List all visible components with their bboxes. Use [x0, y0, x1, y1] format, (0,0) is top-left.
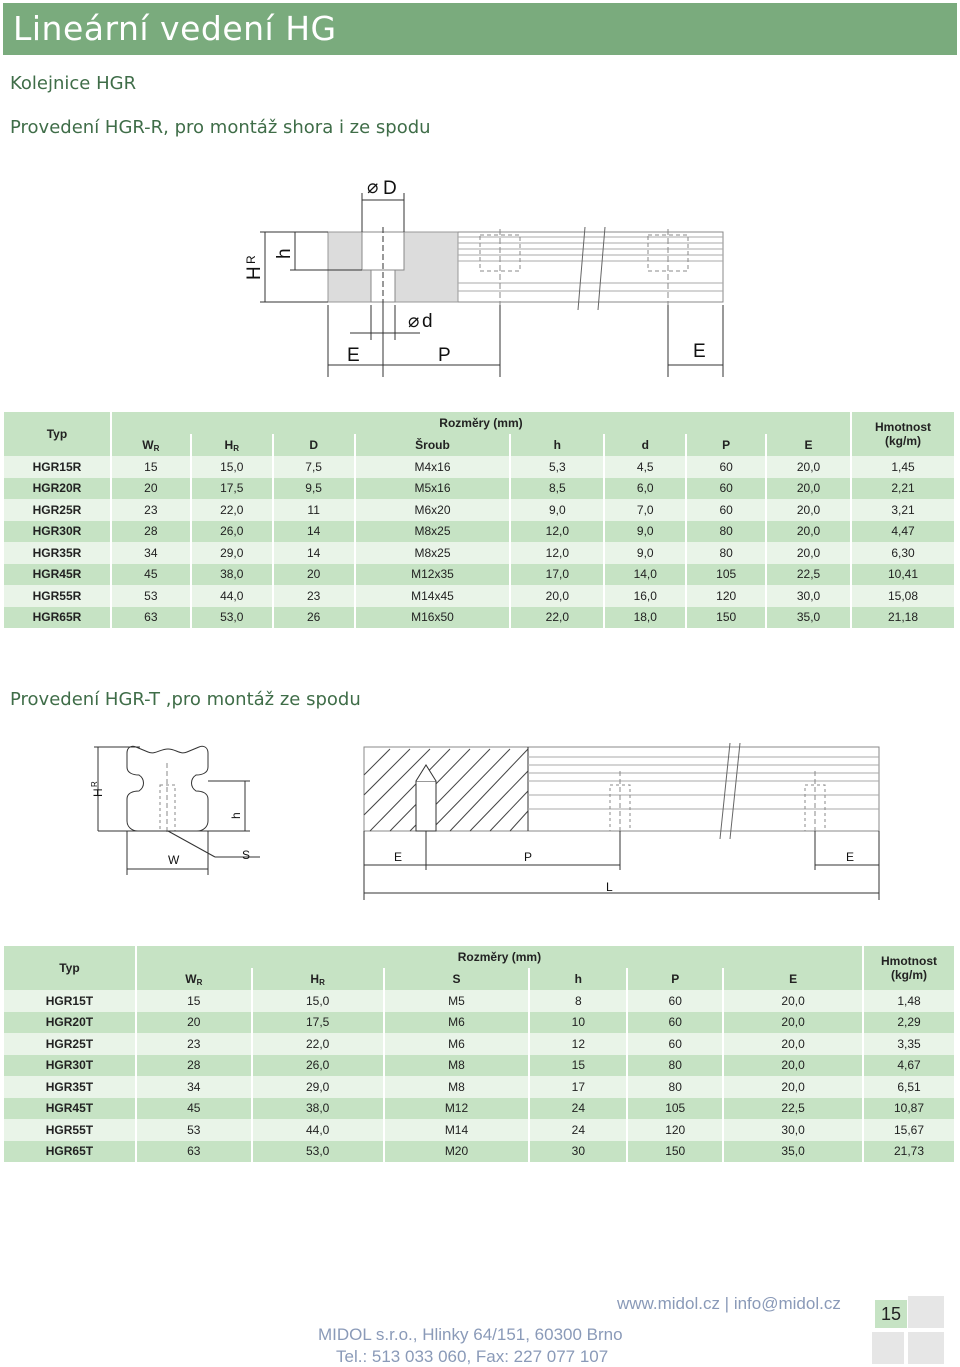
- t-cell: 80: [627, 1076, 723, 1098]
- r-cell: 6,0: [604, 478, 686, 500]
- r-cell-typ: HGR65R: [4, 607, 111, 629]
- t-cell: 45: [136, 1098, 252, 1120]
- r-cell: 12,0: [510, 542, 604, 564]
- r-cell: 14,0: [604, 564, 686, 586]
- r-table-row: [4, 542, 955, 564]
- t-cell: 53: [136, 1119, 252, 1141]
- r-cell: 18,0: [604, 607, 686, 629]
- r-table-row: [4, 521, 955, 543]
- t-cell: 60: [627, 1012, 723, 1034]
- hgr-r-table: [4, 412, 956, 628]
- t-cell: 20: [136, 1012, 252, 1034]
- t-cell: M8: [384, 1076, 530, 1098]
- r-cell: 4,47: [851, 521, 955, 543]
- t-dim-P-label: P: [524, 850, 533, 864]
- t-cell: 28: [136, 1055, 252, 1077]
- t-cell-typ: HGR15T: [4, 990, 136, 1012]
- t-cell: 10: [529, 1012, 627, 1034]
- r-col-header: $W_R$: [111, 434, 191, 456]
- r-cell: M8x25: [355, 521, 511, 543]
- r-cell: 12,0: [510, 521, 604, 543]
- t-cell: 80: [627, 1055, 723, 1077]
- r-cell: 26,0: [191, 521, 273, 543]
- t-cell: 29,0: [252, 1076, 384, 1098]
- r-cell: 38,0: [191, 564, 273, 586]
- r-col-header: P: [686, 434, 766, 456]
- t-cell: 26,0: [252, 1055, 384, 1077]
- t-cell: 30,0: [723, 1119, 863, 1141]
- t-cell: 10,87: [863, 1098, 955, 1120]
- r-cell: 14: [273, 521, 355, 543]
- r-cell: 20,0: [766, 478, 851, 500]
- r-cell-typ: HGR45R: [4, 564, 111, 586]
- r-cell: 22,0: [191, 499, 273, 521]
- t-cell: M14: [384, 1119, 530, 1141]
- t-cell-typ: HGR65T: [4, 1141, 136, 1163]
- r-cell: 6,30: [851, 542, 955, 564]
- r-cell: 9,0: [510, 499, 604, 521]
- r-cell: 26: [273, 607, 355, 629]
- r-cell: 28: [111, 521, 191, 543]
- r-col-header: Šroub: [355, 434, 511, 456]
- t-cell: M20: [384, 1141, 530, 1163]
- t-table-row: [4, 1098, 955, 1120]
- t-cell: 3,35: [863, 1033, 955, 1055]
- r-cell: M6x20: [355, 499, 511, 521]
- dim-P-label: P: [438, 345, 451, 366]
- r-cell: 60: [686, 499, 766, 521]
- t-cell-typ: HGR20T: [4, 1012, 136, 1034]
- dim-HR-sub: R: [244, 255, 258, 264]
- r-cell: 20: [111, 478, 191, 500]
- r-col-header: d: [604, 434, 686, 456]
- r-cell: 23: [273, 585, 355, 607]
- th-rozmery: Rozměry (mm): [111, 412, 851, 434]
- r-col-header: h: [510, 434, 604, 456]
- t-dim-HR-label: H: [91, 788, 105, 797]
- t-th-hmotnost: Hmotnost (kg/m): [863, 946, 955, 990]
- page-number: 15: [875, 1300, 907, 1328]
- r-cell-typ: HGR30R: [4, 521, 111, 543]
- hgr-t-table: [4, 946, 956, 1162]
- t-cell: 20,0: [723, 1012, 863, 1034]
- footer-phone-fax: Tel.: 513 033 060, Fax: 227 077 107: [336, 1347, 609, 1366]
- r-cell-typ: HGR55R: [4, 585, 111, 607]
- r-cell: 80: [686, 542, 766, 564]
- t-cell-typ: HGR35T: [4, 1076, 136, 1098]
- r-cell: 22,0: [510, 607, 604, 629]
- r-cell: 1,45: [851, 456, 955, 478]
- t-table-row: [4, 1055, 955, 1077]
- footer-address: MIDOL s.r.o., Hlinky 64/151, 60300 Brno: [318, 1325, 623, 1344]
- r-cell: 20: [273, 564, 355, 586]
- r-cell: 22,5: [766, 564, 851, 586]
- t-col-header: $H_R$: [252, 968, 384, 990]
- r-cell: 15: [111, 456, 191, 478]
- r-cell: 23: [111, 499, 191, 521]
- r-cell: 105: [686, 564, 766, 586]
- r-cell: 63: [111, 607, 191, 629]
- page-header-bar: [3, 3, 957, 55]
- t-dim-E-left-label: E: [394, 850, 403, 864]
- t-cell: 60: [627, 990, 723, 1012]
- r-cell: 80: [686, 521, 766, 543]
- r-cell: M16x50: [355, 607, 511, 629]
- r-table-row: [4, 607, 955, 629]
- t-cell: 15: [529, 1055, 627, 1077]
- footer-web-email[interactable]: www.midol.cz | info@midol.cz: [617, 1294, 841, 1313]
- dim-diameter-D-symbol: ⌀: [367, 177, 379, 198]
- t-cell: 2,29: [863, 1012, 955, 1034]
- r-table-row: [4, 456, 955, 478]
- r-cell: 20,0: [766, 499, 851, 521]
- r-cell: 7,0: [604, 499, 686, 521]
- t-cell: 63: [136, 1141, 252, 1163]
- t-cell: 21,73: [863, 1141, 955, 1163]
- r-cell: 15,0: [191, 456, 273, 478]
- r-cell-typ: HGR20R: [4, 478, 111, 500]
- t-cell: M8: [384, 1055, 530, 1077]
- r-cell: 9,5: [273, 478, 355, 500]
- t-cell: 1,48: [863, 990, 955, 1012]
- r-cell: M12x35: [355, 564, 511, 586]
- r-table-row: [4, 564, 955, 586]
- t-th-rozmery: Rozměry (mm): [136, 946, 863, 968]
- r-cell: 20,0: [766, 456, 851, 478]
- t-cell: 38,0: [252, 1098, 384, 1120]
- t-table-row: [4, 1119, 955, 1141]
- t-cell: M5: [384, 990, 530, 1012]
- dim-HR-label: H: [244, 266, 265, 280]
- t-cell: 60: [627, 1033, 723, 1055]
- t-table-row: [4, 1012, 955, 1034]
- t-th-typ: Typ: [4, 946, 136, 990]
- t-cell-typ: HGR25T: [4, 1033, 136, 1055]
- t-dim-h-label: h: [229, 812, 243, 819]
- t-cell: 23: [136, 1033, 252, 1055]
- t-table-row: [4, 1076, 955, 1098]
- t-col-header: h: [529, 968, 627, 990]
- r-cell: 30,0: [766, 585, 851, 607]
- dim-h-label: h: [274, 248, 295, 259]
- t-dim-L-label: L: [606, 880, 613, 894]
- r-table-row: [4, 478, 955, 500]
- t-cell: M6: [384, 1033, 530, 1055]
- r-cell: 8,5: [510, 478, 604, 500]
- r-cell: M14x45: [355, 585, 511, 607]
- r-cell: 53,0: [191, 607, 273, 629]
- r-variant-title: Provedení HGR-R, pro montáž shora i ze spodu: [10, 117, 431, 138]
- t-cell-typ: HGR55T: [4, 1119, 136, 1141]
- r-cell: 16,0: [604, 585, 686, 607]
- t-cell: 22,0: [252, 1033, 384, 1055]
- t-cell: 20,0: [723, 1033, 863, 1055]
- r-cell: 120: [686, 585, 766, 607]
- r-cell: 60: [686, 456, 766, 478]
- t-cell-typ: HGR30T: [4, 1055, 136, 1077]
- t-variant-title: Provedení HGR-T ,pro montáž ze spodu: [10, 689, 361, 710]
- t-table-row: [4, 1141, 955, 1163]
- r-cell: 17,5: [191, 478, 273, 500]
- r-cell: 14: [273, 542, 355, 564]
- t-col-header: S: [384, 968, 530, 990]
- dim-E-left-label: E: [347, 345, 360, 366]
- t-cell: M12: [384, 1098, 530, 1120]
- t-cell: 6,51: [863, 1076, 955, 1098]
- r-cell: 34: [111, 542, 191, 564]
- r-cell-typ: HGR25R: [4, 499, 111, 521]
- t-cell: 22,5: [723, 1098, 863, 1120]
- r-cell: 2,21: [851, 478, 955, 500]
- r-cell: 35,0: [766, 607, 851, 629]
- hgr-t-drawing: [80, 735, 900, 905]
- dim-diameter-d-symbol: ⌀: [408, 311, 420, 332]
- page-title: Lineární vedení HG: [13, 9, 337, 48]
- t-cell: 44,0: [252, 1119, 384, 1141]
- t-cell: 15: [136, 990, 252, 1012]
- r-cell: 7,5: [273, 456, 355, 478]
- t-dim-E-right-label: E: [846, 850, 855, 864]
- t-cell: 20,0: [723, 1055, 863, 1077]
- r-table-row: [4, 585, 955, 607]
- t-col-header: P: [627, 968, 723, 990]
- th-typ: Typ: [4, 412, 111, 456]
- r-cell: 10,41: [851, 564, 955, 586]
- t-col-header: E: [723, 968, 863, 990]
- r-cell: M4x16: [355, 456, 511, 478]
- r-cell: 9,0: [604, 521, 686, 543]
- t-cell: 24: [529, 1098, 627, 1120]
- r-cell: M5x16: [355, 478, 511, 500]
- r-cell: 20,0: [766, 521, 851, 543]
- r-cell: 45: [111, 564, 191, 586]
- t-cell: 12: [529, 1033, 627, 1055]
- hgr-r-drawing: [230, 165, 750, 385]
- dim-D-label: D: [383, 178, 397, 199]
- r-cell: 53: [111, 585, 191, 607]
- t-cell: 8: [529, 990, 627, 1012]
- r-cell: 17,0: [510, 564, 604, 586]
- r-table-row: [4, 499, 955, 521]
- t-cell: 24: [529, 1119, 627, 1141]
- r-cell: 150: [686, 607, 766, 629]
- t-cell-typ: HGR45T: [4, 1098, 136, 1120]
- t-cell: M6: [384, 1012, 530, 1034]
- t-cell: 15,0: [252, 990, 384, 1012]
- r-cell-typ: HGR35R: [4, 542, 111, 564]
- r-cell: 3,21: [851, 499, 955, 521]
- r-cell: 5,3: [510, 456, 604, 478]
- r-cell: 60: [686, 478, 766, 500]
- t-cell: 150: [627, 1141, 723, 1163]
- t-dim-HR-sub: R: [90, 781, 99, 787]
- t-cell: 35,0: [723, 1141, 863, 1163]
- r-cell: 9,0: [604, 542, 686, 564]
- t-dim-S-label: S: [242, 848, 251, 862]
- r-cell: 4,5: [604, 456, 686, 478]
- t-cell: 120: [627, 1119, 723, 1141]
- t-table-row: [4, 990, 955, 1012]
- t-cell: 53,0: [252, 1141, 384, 1163]
- r-cell: 20,0: [510, 585, 604, 607]
- r-cell: 21,18: [851, 607, 955, 629]
- dim-d-label: d: [422, 311, 433, 332]
- t-cell: 34: [136, 1076, 252, 1098]
- dim-E-right-label: E: [693, 341, 706, 362]
- r-cell-typ: HGR15R: [4, 456, 111, 478]
- section-title: Kolejnice HGR: [10, 73, 137, 94]
- t-col-header: $W_R$: [136, 968, 252, 990]
- r-cell: 29,0: [191, 542, 273, 564]
- r-col-header: D: [273, 434, 355, 456]
- r-col-header: E: [766, 434, 851, 456]
- t-cell: 20,0: [723, 1076, 863, 1098]
- t-dim-W-label: W: [168, 853, 180, 867]
- r-cell: 20,0: [766, 542, 851, 564]
- r-col-header: $H_R$: [191, 434, 273, 456]
- t-cell: 20,0: [723, 990, 863, 1012]
- t-cell: 4,67: [863, 1055, 955, 1077]
- t-cell: 15,67: [863, 1119, 955, 1141]
- t-cell: 17,5: [252, 1012, 384, 1034]
- t-cell: 30: [529, 1141, 627, 1163]
- r-cell: 15,08: [851, 585, 955, 607]
- r-cell: 44,0: [191, 585, 273, 607]
- t-table-row: [4, 1033, 955, 1055]
- r-cell: 11: [273, 499, 355, 521]
- t-cell: 105: [627, 1098, 723, 1120]
- r-cell: M8x25: [355, 542, 511, 564]
- t-cell: 17: [529, 1076, 627, 1098]
- th-hmotnost: Hmotnost (kg/m): [851, 412, 955, 456]
